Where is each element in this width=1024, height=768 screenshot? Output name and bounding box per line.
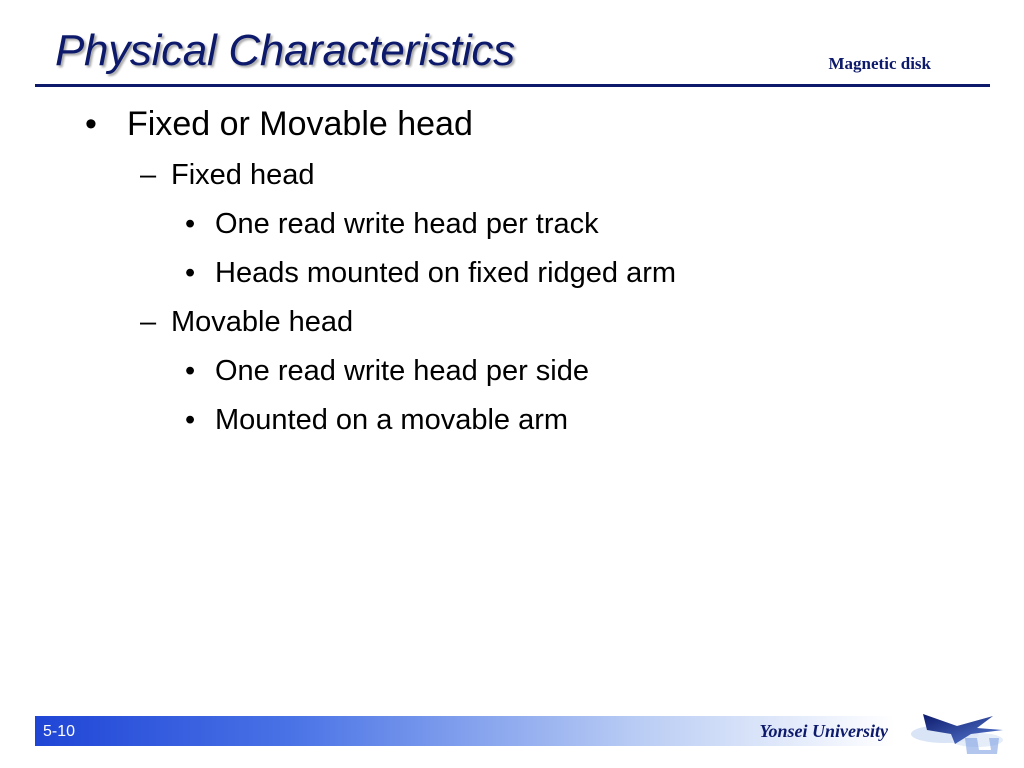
dash-marker: – [140,306,157,338]
bullet-marker: • [85,105,97,143]
bullet-level3-item [185,208,599,241]
bullet-text: Mounted on a movable arm [215,404,569,436]
title-divider [35,84,990,87]
slide-subtitle: Magnetic disk [828,54,931,73]
bullet-level3-item [185,404,568,437]
bullet-text: Fixed or Movable head [127,105,473,143]
bullet-marker: • [185,257,196,289]
bullet-marker: • [185,208,196,240]
bullet-level3-item [185,257,676,290]
bullet-marker: • [185,404,196,436]
yonsei-eagle-logo-icon [905,700,1010,758]
bullet-text: One read write head per track [215,208,599,240]
page-number: 5-10 [43,723,76,740]
bullet-level1-item [85,105,473,144]
bullet-text: Movable head [171,306,354,338]
bullet-level2-item [140,306,353,339]
bullet-text: Fixed head [171,159,315,191]
dash-marker: – [140,159,157,191]
bullet-level2-item [140,159,315,192]
university-name: Yonsei University [759,721,888,741]
slide-title: Physical Characteristics [55,26,515,75]
bullet-level3-item [185,355,589,388]
bullet-text: One read write head per side [215,355,589,387]
bullet-text: Heads mounted on fixed ridged arm [215,257,677,289]
bullet-marker: • [185,355,196,387]
